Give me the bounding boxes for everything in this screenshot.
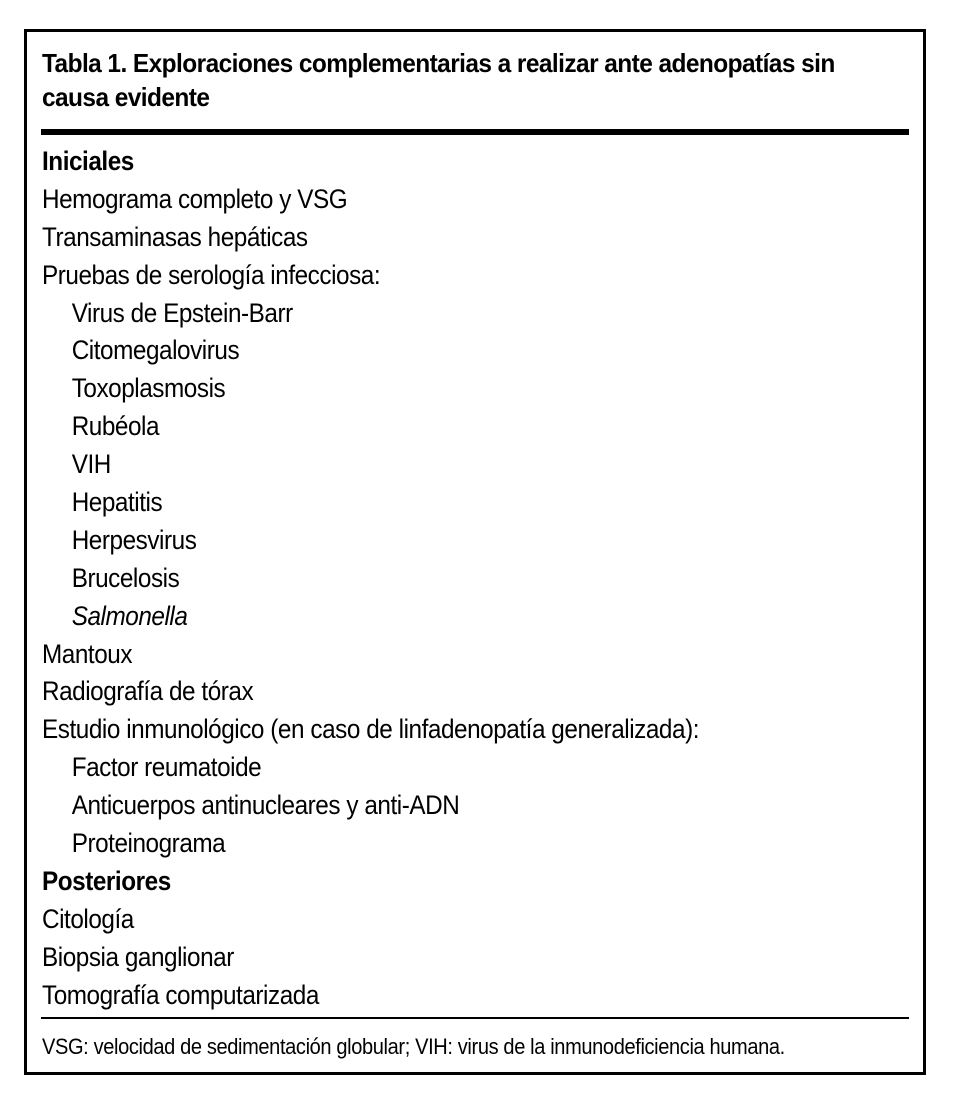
list-subitem: Anticuerpos antinucleares y anti-ADN [71,790,460,821]
list-subitem: Citomegalovirus [71,335,240,366]
list-item: Estudio inmunológico (en caso de linfadenopatía generalizada): [42,714,700,745]
list-subitem: Herpesvirus [71,524,197,555]
table-body [42,143,912,1014]
list-subitem: Salmonella [71,600,188,631]
list-subitem: Virus de Epstein-Barr [71,297,293,328]
list-item: Transaminasas hepáticas [42,221,308,252]
list-item: Radiografía de tórax [42,676,254,707]
list-item: Mantoux [42,638,133,669]
list-subitem: Brucelosis [71,562,180,593]
table-title: Tabla 1. Exploraciones complementarias a realizar ante adenopatías sin causa evidente [42,48,835,112]
table-container [24,29,926,1075]
list-subitem: Factor reumatoide [71,752,262,783]
list-item: Citología [42,903,134,934]
list-subitem: VIH [71,449,111,480]
list-item: Biopsia ganglionar [42,941,234,972]
list-subitem: Proteinograma [71,828,226,859]
list-item: Tomografía computarizada [42,979,319,1010]
section-heading-initial: Iniciales [42,146,134,176]
list-item: Pruebas de serología infecciosa: [42,259,381,290]
list-item: Hemograma completo y VSG [42,183,348,214]
section-heading-later: Posteriores [42,865,171,896]
table-footnote: VSG: velocidad de sedimentación globular; VIH: virus de la inmunodeficiencia humana. [42,1034,785,1059]
list-subitem: Toxoplasmosis [71,373,226,404]
footer-rule [41,1017,909,1019]
list-subitem: Rubéola [71,411,160,442]
list-subitem: Hepatitis [71,487,163,518]
header-rule [41,129,909,135]
